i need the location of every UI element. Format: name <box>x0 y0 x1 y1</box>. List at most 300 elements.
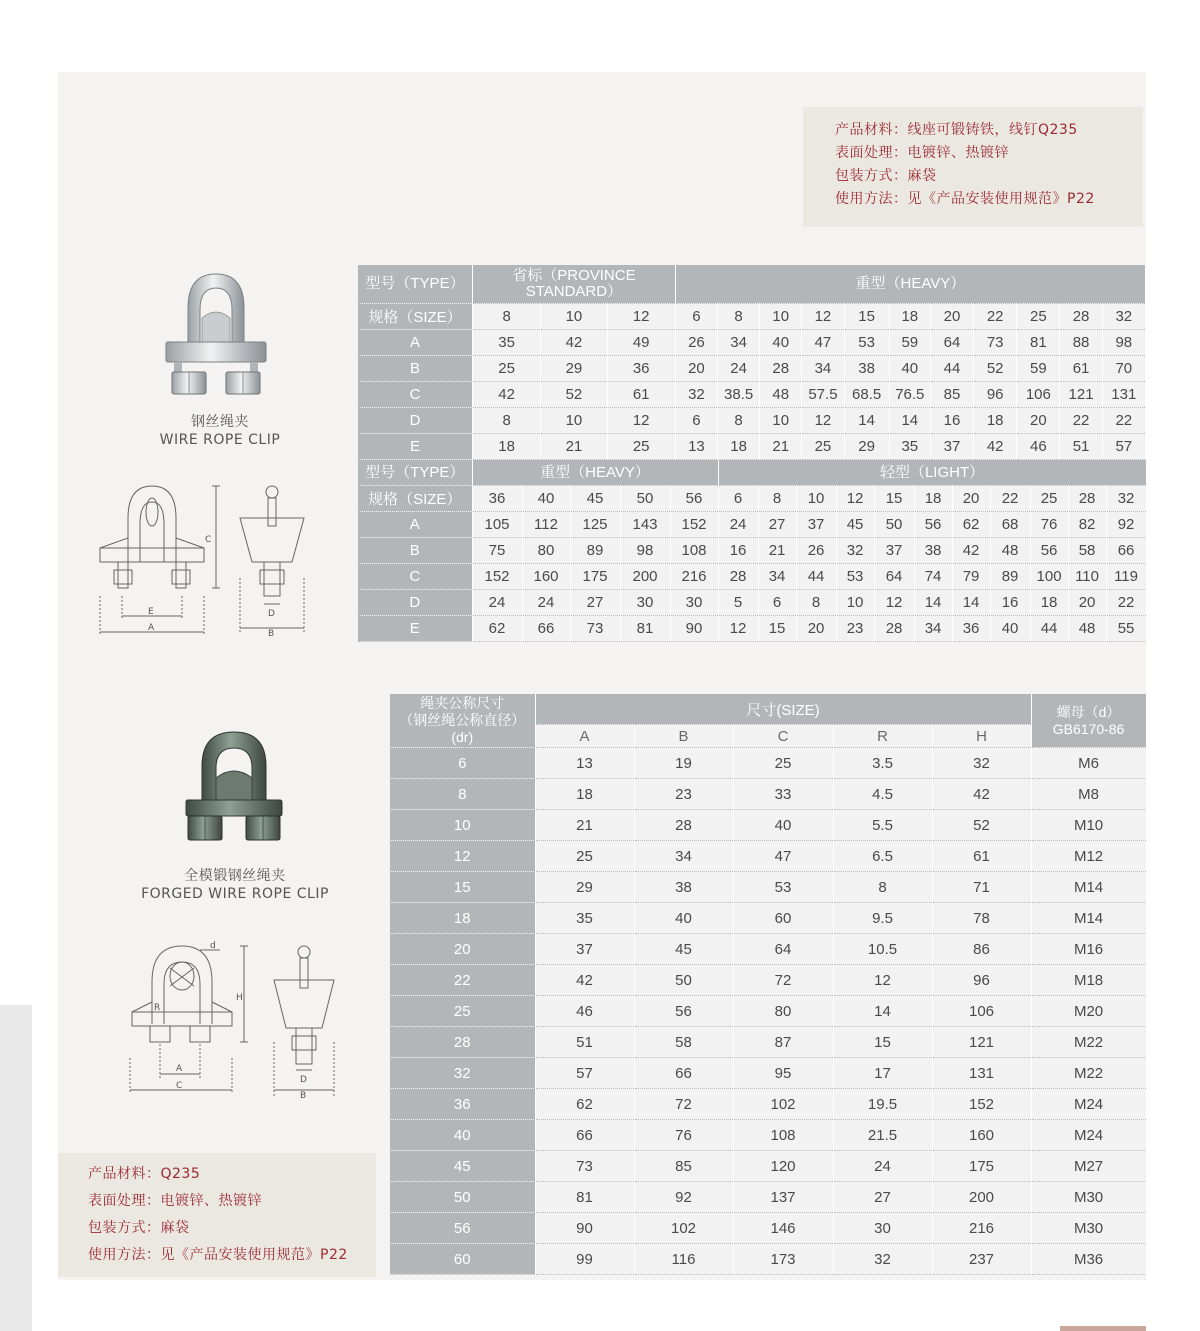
value-cell: 53 <box>733 872 833 903</box>
value-cell: 21.5 <box>833 1120 932 1151</box>
type-label-cell: 型号（TYPE） <box>358 460 472 486</box>
value-cell: 102 <box>634 1213 733 1244</box>
nut-cell: M18 <box>1031 965 1146 996</box>
drawing2-label-b: B <box>300 1091 307 1101</box>
table-row <box>358 356 1146 382</box>
nut-cell: M14 <box>1031 872 1146 903</box>
value-cell: 200 <box>620 564 670 590</box>
value-cell: 47 <box>733 841 833 872</box>
value-cell: 48 <box>760 382 802 408</box>
value-cell: 12 <box>802 408 844 434</box>
value-cell: 42 <box>932 779 1031 810</box>
value-cell: 8 <box>472 408 540 434</box>
row-label-cell: D <box>358 590 472 616</box>
size-cell: 12 <box>607 304 675 330</box>
value-cell: 21 <box>541 434 607 460</box>
size-cell: 6 <box>718 486 758 512</box>
value-cell: 24 <box>718 356 760 382</box>
size-cell: 8 <box>718 304 760 330</box>
value-cell: 62 <box>472 616 522 642</box>
forged-wire-rope-clip-spec-table <box>390 694 1147 1275</box>
value-cell: 46 <box>1017 434 1060 460</box>
value-cell: 14 <box>844 408 889 434</box>
value-cell: 12 <box>607 408 675 434</box>
value-cell: 10 <box>541 408 607 434</box>
table-row <box>358 616 1146 642</box>
nominal-size-header-line: (dr) <box>451 729 474 745</box>
table-row <box>390 1027 1146 1058</box>
value-cell: 46 <box>535 996 634 1027</box>
nominal-size-cell: 40 <box>390 1120 535 1151</box>
value-cell: 42 <box>541 330 607 356</box>
value-cell: 200 <box>932 1182 1031 1213</box>
value-cell: 23 <box>836 616 874 642</box>
value-cell: 51 <box>1060 434 1102 460</box>
nut-cell: M22 <box>1031 1058 1146 1089</box>
value-cell: 80 <box>522 538 570 564</box>
info-line: 表面处理：电镀锌、热镀锌 <box>88 1193 262 1209</box>
value-cell: 52 <box>541 382 607 408</box>
table-header-row <box>358 460 1146 486</box>
value-cell: 45 <box>836 512 874 538</box>
value-cell: 21 <box>535 810 634 841</box>
value-cell: 14 <box>914 590 952 616</box>
nominal-size-cell: 25 <box>390 996 535 1027</box>
value-cell: 19 <box>634 748 733 779</box>
nominal-size-cell: 8 <box>390 779 535 810</box>
value-cell: 78 <box>932 903 1031 934</box>
table-row <box>390 872 1146 903</box>
value-cell: 102 <box>733 1089 833 1120</box>
nominal-size-cell: 60 <box>390 1244 535 1275</box>
size-label-cell: 规格（SIZE） <box>358 304 472 330</box>
nominal-size-cell: 56 <box>390 1213 535 1244</box>
value-cell: 20 <box>1017 408 1060 434</box>
nut-cell: M10 <box>1031 810 1146 841</box>
value-cell: 58 <box>1068 538 1106 564</box>
row-label-cell: A <box>358 330 472 356</box>
value-cell: 30 <box>620 590 670 616</box>
value-cell: 35 <box>535 903 634 934</box>
info-line: 使用方法：见《产品安装使用规范》P22 <box>88 1247 348 1263</box>
value-cell: 57.5 <box>802 382 844 408</box>
value-cell: 105 <box>472 512 522 538</box>
value-cell: 55 <box>1106 616 1145 642</box>
forged-wire-rope-clip-photo-icon <box>180 728 288 846</box>
table-row <box>358 434 1146 460</box>
value-cell: 12 <box>874 590 914 616</box>
value-cell: 25 <box>607 434 675 460</box>
product2-caption <box>110 867 360 903</box>
value-cell: 216 <box>670 564 718 590</box>
table-row <box>358 382 1146 408</box>
type-label-cell: 型号（TYPE） <box>358 265 472 304</box>
value-cell: 23 <box>634 779 733 810</box>
value-cell: 9.5 <box>833 903 932 934</box>
value-cell: 14 <box>833 996 932 1027</box>
nominal-size-cell: 28 <box>390 1027 535 1058</box>
value-cell: 47 <box>802 330 844 356</box>
value-cell: 14 <box>952 590 990 616</box>
value-cell: 21 <box>758 538 796 564</box>
size-cell: 32 <box>1102 304 1145 330</box>
value-cell: 18 <box>718 434 760 460</box>
value-cell: 57 <box>1102 434 1145 460</box>
value-cell: 8 <box>718 408 760 434</box>
nut-cell: M8 <box>1031 779 1146 810</box>
value-cell: 152 <box>670 512 718 538</box>
value-cell: 66 <box>1106 538 1145 564</box>
value-cell: 38.5 <box>718 382 760 408</box>
value-cell: 75 <box>472 538 522 564</box>
value-cell: 108 <box>733 1120 833 1151</box>
drawing1-label-c: C <box>205 535 212 545</box>
value-cell: 146 <box>733 1213 833 1244</box>
value-cell: 66 <box>634 1058 733 1089</box>
size-cell: 10 <box>796 486 836 512</box>
value-cell: 6.5 <box>833 841 932 872</box>
value-cell: 68 <box>990 512 1030 538</box>
value-cell: 17 <box>833 1058 932 1089</box>
drawing2-label-r: R <box>154 1003 161 1013</box>
nut-cell: M22 <box>1031 1027 1146 1058</box>
row-label-cell: A <box>358 512 472 538</box>
value-cell: 8 <box>796 590 836 616</box>
value-cell: 13 <box>675 434 717 460</box>
nominal-size-cell: 10 <box>390 810 535 841</box>
type-group-cell: 重型（HEAVY） <box>472 460 718 486</box>
row-label-cell: B <box>358 356 472 382</box>
value-cell: 36 <box>607 356 675 382</box>
value-cell: 20 <box>796 616 836 642</box>
value-cell: 34 <box>802 356 844 382</box>
value-cell: 81 <box>535 1182 634 1213</box>
table-row <box>390 965 1146 996</box>
info-box-bottom <box>58 1153 376 1277</box>
drawing1-label-d: D <box>268 609 275 619</box>
value-cell: 8 <box>833 872 932 903</box>
value-cell: 112 <box>522 512 570 538</box>
value-cell: 92 <box>634 1182 733 1213</box>
size-cell: 40 <box>522 486 570 512</box>
value-cell: 6 <box>675 408 717 434</box>
value-cell: 42 <box>472 382 540 408</box>
value-cell: 89 <box>570 538 620 564</box>
value-cell: 27 <box>570 590 620 616</box>
size-cell: 36 <box>472 486 522 512</box>
value-cell: 12 <box>718 616 758 642</box>
size-header: 尺寸(SIZE) <box>535 694 1031 725</box>
nut-cell: M30 <box>1031 1182 1146 1213</box>
value-cell: 22 <box>1102 408 1145 434</box>
value-cell: 33 <box>733 779 833 810</box>
value-cell: 120 <box>733 1151 833 1182</box>
value-cell: 40 <box>733 810 833 841</box>
value-cell: 160 <box>522 564 570 590</box>
value-cell: 50 <box>874 512 914 538</box>
value-cell: 10.5 <box>833 934 932 965</box>
value-cell: 35 <box>889 434 930 460</box>
value-cell: 40 <box>990 616 1030 642</box>
value-cell: 81 <box>620 616 670 642</box>
value-cell: 60 <box>733 903 833 934</box>
row-label-cell: D <box>358 408 472 434</box>
value-cell: 61 <box>1060 356 1102 382</box>
value-cell: 26 <box>796 538 836 564</box>
size-cell: 25 <box>1030 486 1068 512</box>
size-cell: 6 <box>675 304 717 330</box>
value-cell: 64 <box>874 564 914 590</box>
info-line: 包装方式：麻袋 <box>835 168 937 184</box>
value-cell: 50 <box>634 965 733 996</box>
value-cell: 32 <box>675 382 717 408</box>
size-cell: 15 <box>874 486 914 512</box>
value-cell: 76.5 <box>889 382 930 408</box>
value-cell: 24 <box>472 590 522 616</box>
value-cell: 76 <box>1030 512 1068 538</box>
value-cell: 173 <box>733 1244 833 1275</box>
value-cell: 42 <box>952 538 990 564</box>
value-cell: 73 <box>570 616 620 642</box>
value-cell: 99 <box>535 1244 634 1275</box>
value-cell: 98 <box>620 538 670 564</box>
nut-cell: M14 <box>1031 903 1146 934</box>
info-line: 产品材料：线座可锻铸铁，线钉Q235 <box>835 122 1078 138</box>
value-cell: 175 <box>570 564 620 590</box>
value-cell: 53 <box>844 330 889 356</box>
table-row <box>390 1058 1146 1089</box>
nut-header-line: GB6170-86 <box>1052 720 1125 737</box>
nominal-size-cell: 22 <box>390 965 535 996</box>
value-cell: 38 <box>914 538 952 564</box>
table-row <box>390 810 1146 841</box>
value-cell: 137 <box>733 1182 833 1213</box>
nominal-size-cell: 32 <box>390 1058 535 1089</box>
size-cell: 28 <box>1068 486 1106 512</box>
value-cell: 76 <box>634 1120 733 1151</box>
value-cell: 16 <box>990 590 1030 616</box>
table-row <box>390 1244 1146 1275</box>
value-cell: 160 <box>932 1120 1031 1151</box>
table-row <box>390 779 1146 810</box>
value-cell: 80 <box>733 996 833 1027</box>
value-cell: 37 <box>930 434 973 460</box>
size-cell: 32 <box>1106 486 1145 512</box>
value-cell: 19.5 <box>833 1089 932 1120</box>
table-row <box>390 903 1146 934</box>
value-cell: 86 <box>932 934 1031 965</box>
forged-wire-rope-clip-drawing <box>124 938 340 1102</box>
value-cell: 14 <box>889 408 930 434</box>
value-cell: 62 <box>952 512 990 538</box>
dimension-header-cell: B <box>634 725 733 748</box>
value-cell: 25 <box>733 748 833 779</box>
value-cell: 85 <box>634 1151 733 1182</box>
value-cell: 95 <box>733 1058 833 1089</box>
table-row <box>390 1151 1146 1182</box>
row-label-cell: B <box>358 538 472 564</box>
table-row <box>358 408 1146 434</box>
value-cell: 16 <box>718 538 758 564</box>
value-cell: 48 <box>1068 616 1106 642</box>
size-cell: 12 <box>802 304 844 330</box>
drawing1-label-e: E <box>148 607 154 617</box>
value-cell: 79 <box>952 564 990 590</box>
size-cell: 25 <box>1017 304 1060 330</box>
value-cell: 119 <box>1106 564 1145 590</box>
value-cell: 59 <box>1017 356 1060 382</box>
value-cell: 56 <box>914 512 952 538</box>
nut-cell: M12 <box>1031 841 1146 872</box>
size-cell: 20 <box>930 304 973 330</box>
value-cell: 73 <box>974 330 1017 356</box>
drawing2-label-d-upper: D <box>300 1075 307 1085</box>
value-cell: 20 <box>675 356 717 382</box>
table-row <box>390 1089 1146 1120</box>
value-cell: 64 <box>930 330 973 356</box>
value-cell: 175 <box>932 1151 1031 1182</box>
wire-rope-clip-photo-icon <box>158 268 274 400</box>
value-cell: 152 <box>932 1089 1031 1120</box>
table-row <box>358 512 1146 538</box>
value-cell: 28 <box>634 810 733 841</box>
value-cell: 87 <box>733 1027 833 1058</box>
value-cell: 15 <box>758 616 796 642</box>
value-cell: 106 <box>932 996 1031 1027</box>
value-cell: 40 <box>760 330 802 356</box>
size-cell: 18 <box>914 486 952 512</box>
size-cell: 12 <box>836 486 874 512</box>
value-cell: 18 <box>472 434 540 460</box>
value-cell: 216 <box>932 1213 1031 1244</box>
value-cell: 22 <box>1106 590 1145 616</box>
value-cell: 4.5 <box>833 779 932 810</box>
size-cell: 28 <box>1060 304 1102 330</box>
product1-name-en: WIRE ROPE CLIP <box>159 432 281 448</box>
size-cell: 18 <box>889 304 930 330</box>
table-row <box>358 564 1146 590</box>
value-cell: 18 <box>535 779 634 810</box>
nominal-size-cell: 18 <box>390 903 535 934</box>
value-cell: 131 <box>932 1058 1031 1089</box>
table-row <box>390 1213 1146 1244</box>
value-cell: 34 <box>718 330 760 356</box>
value-cell: 12 <box>833 965 932 996</box>
value-cell: 10 <box>836 590 874 616</box>
product2-name-en: FORGED WIRE ROPE CLIP <box>141 886 329 902</box>
value-cell: 98 <box>1102 330 1145 356</box>
nut-cell: M27 <box>1031 1151 1146 1182</box>
drawing1-label-b: B <box>268 629 275 639</box>
value-cell: 131 <box>1102 382 1145 408</box>
nut-cell: M24 <box>1031 1089 1146 1120</box>
table-size-row <box>358 486 1146 512</box>
product2-name-cn: 全模锻钢丝绳夹 <box>184 868 286 884</box>
value-cell: 29 <box>535 872 634 903</box>
size-cell: 56 <box>670 486 718 512</box>
value-cell: 28 <box>760 356 802 382</box>
value-cell: 28 <box>874 616 914 642</box>
value-cell: 66 <box>535 1120 634 1151</box>
value-cell: 22 <box>1060 408 1102 434</box>
value-cell: 37 <box>535 934 634 965</box>
value-cell: 42 <box>535 965 634 996</box>
value-cell: 45 <box>634 934 733 965</box>
value-cell: 53 <box>836 564 874 590</box>
value-cell: 32 <box>833 1244 932 1275</box>
nut-cell: M30 <box>1031 1213 1146 1244</box>
nut-cell: M24 <box>1031 1120 1146 1151</box>
value-cell: 24 <box>718 512 758 538</box>
value-cell: 13 <box>535 748 634 779</box>
value-cell: 52 <box>932 810 1031 841</box>
nominal-size-cell: 15 <box>390 872 535 903</box>
size-cell: 8 <box>758 486 796 512</box>
value-cell: 106 <box>1017 382 1060 408</box>
value-cell: 74 <box>914 564 952 590</box>
size-cell: 10 <box>541 304 607 330</box>
value-cell: 61 <box>932 841 1031 872</box>
size-cell: 20 <box>952 486 990 512</box>
value-cell: 44 <box>1030 616 1068 642</box>
value-cell: 26 <box>675 330 717 356</box>
value-cell: 42 <box>974 434 1017 460</box>
nut-cell: M20 <box>1031 996 1146 1027</box>
value-cell: 110 <box>1068 564 1106 590</box>
nominal-size-header <box>390 694 535 748</box>
wire-rope-clip-drawing <box>92 478 322 643</box>
value-cell: 121 <box>1060 382 1102 408</box>
value-cell: 89 <box>990 564 1030 590</box>
nominal-size-cell: 50 <box>390 1182 535 1213</box>
info-box-top <box>803 107 1143 227</box>
value-cell: 51 <box>535 1027 634 1058</box>
nut-cell: M16 <box>1031 934 1146 965</box>
value-cell: 29 <box>844 434 889 460</box>
value-cell: 35 <box>472 330 540 356</box>
info-line: 产品材料：Q235 <box>88 1166 201 1182</box>
wire-rope-clip-spec-table <box>358 265 1146 642</box>
value-cell: 34 <box>758 564 796 590</box>
value-cell: 38 <box>844 356 889 382</box>
wire-rope-clip-spec-table-part2 <box>358 460 1146 642</box>
value-cell: 40 <box>889 356 930 382</box>
value-cell: 24 <box>522 590 570 616</box>
table-row <box>390 748 1146 779</box>
value-cell: 21 <box>760 434 802 460</box>
value-cell: 30 <box>670 590 718 616</box>
table-row <box>390 1120 1146 1151</box>
value-cell: 237 <box>932 1244 1031 1275</box>
value-cell: 72 <box>733 965 833 996</box>
info-line: 表面处理：电镀锌、热镀锌 <box>835 145 1009 161</box>
value-cell: 85 <box>930 382 973 408</box>
value-cell: 5 <box>718 590 758 616</box>
nut-header <box>1031 694 1146 748</box>
type-group-cell: 轻型（LIGHT） <box>718 460 1145 486</box>
table-row <box>358 590 1146 616</box>
value-cell: 92 <box>1106 512 1145 538</box>
value-cell: 24 <box>833 1151 932 1182</box>
value-cell: 96 <box>932 965 1031 996</box>
nominal-size-cell: 6 <box>390 748 535 779</box>
value-cell: 88 <box>1060 330 1102 356</box>
value-cell: 10 <box>760 408 802 434</box>
row-label-cell: E <box>358 616 472 642</box>
size-label-cell: 规格（SIZE） <box>358 486 472 512</box>
dimension-header-cell: R <box>833 725 932 748</box>
nominal-size-cell: 12 <box>390 841 535 872</box>
